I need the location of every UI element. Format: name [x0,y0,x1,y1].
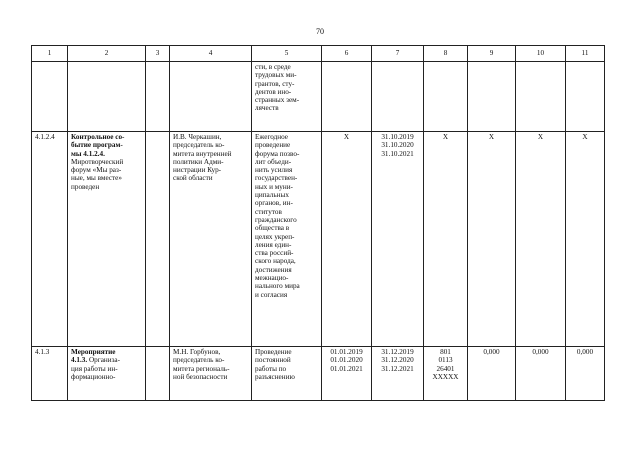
cell-code: Х [424,132,468,347]
header-cell: 7 [372,46,424,62]
activity-title: Мероприятие 4.1.3. [71,348,116,365]
cell [566,62,605,132]
cell [170,62,252,132]
table-row [32,62,605,132]
header-row [32,46,605,62]
header-cell: 1 [32,46,68,62]
cell [516,62,566,132]
program-table [31,45,605,401]
cell-start: Х [322,132,372,347]
cell-code: 801 0113 26401 ХХХХХ [424,347,468,401]
activity-name: Организа- ция работы ин- формационно- [71,356,121,381]
cell-title [68,132,146,347]
cell-end: 31.12.2019 31.12.2020 31.12.2021 [372,347,424,401]
header-cell: 4 [170,46,252,62]
header-cell: 2 [68,46,146,62]
cell [424,62,468,132]
cell-title [68,347,146,401]
cell-value: Х [566,132,605,347]
cell [372,62,424,132]
event-title: Контрольное со- бытие програм- мы 4.1.2.4. [71,133,125,158]
header-cell: 11 [566,46,605,62]
cell [146,62,170,132]
cell-responsible: М.Н. Горбунов, председатель ко- митета региональ- ной безопасности [170,347,252,401]
table-row [32,347,605,401]
cell-description: сти, в среде трудовых ми- грантов, сту- дентов ино- странных зем- лячеств [252,62,322,132]
header-cell: 8 [424,46,468,62]
header-cell: 10 [516,46,566,62]
cell [32,62,68,132]
cell-value: Х [516,132,566,347]
cell-value: Х [468,132,516,347]
cell [468,62,516,132]
cell [68,62,146,132]
cell-responsible: И.В. Черкашин, председатель ко- митета внутренней политики Адми- нистрации Кур- ской области [170,132,252,347]
header-cell: 5 [252,46,322,62]
cell-number: 4.1.3 [32,347,68,401]
table-row [32,132,605,347]
cell [146,132,170,347]
cell-value: 0,000 [468,347,516,401]
header-cell: 9 [468,46,516,62]
cell-start: 01.01.2019 01.01.2020 01.01.2021 [322,347,372,401]
page-number: 70 [316,27,324,36]
cell-end: 31.10.2019 31.10.2020 31.10.2021 [372,132,424,347]
cell-number: 4.1.2.4 [32,132,68,347]
cell-value: 0,000 [566,347,605,401]
cell [322,62,372,132]
event-name: Миротворческий форум «Мы раз- ные, мы вместе» проведен [71,157,124,191]
header-cell: 6 [322,46,372,62]
cell [146,347,170,401]
cell-value: 0,000 [516,347,566,401]
cell-description: Ежегодное проведение форума позво- лит объеди- нить усилия государствен- ных и муни- ципальных органов, ин- ститутов гражданского общества в целях укреп- ления един- ства россий- ского народа, достижения межнацио- нального мира и согласия [252,132,322,347]
cell-description: Проведение постоянной работы по разъяснению [252,347,322,401]
header-cell: 3 [146,46,170,62]
